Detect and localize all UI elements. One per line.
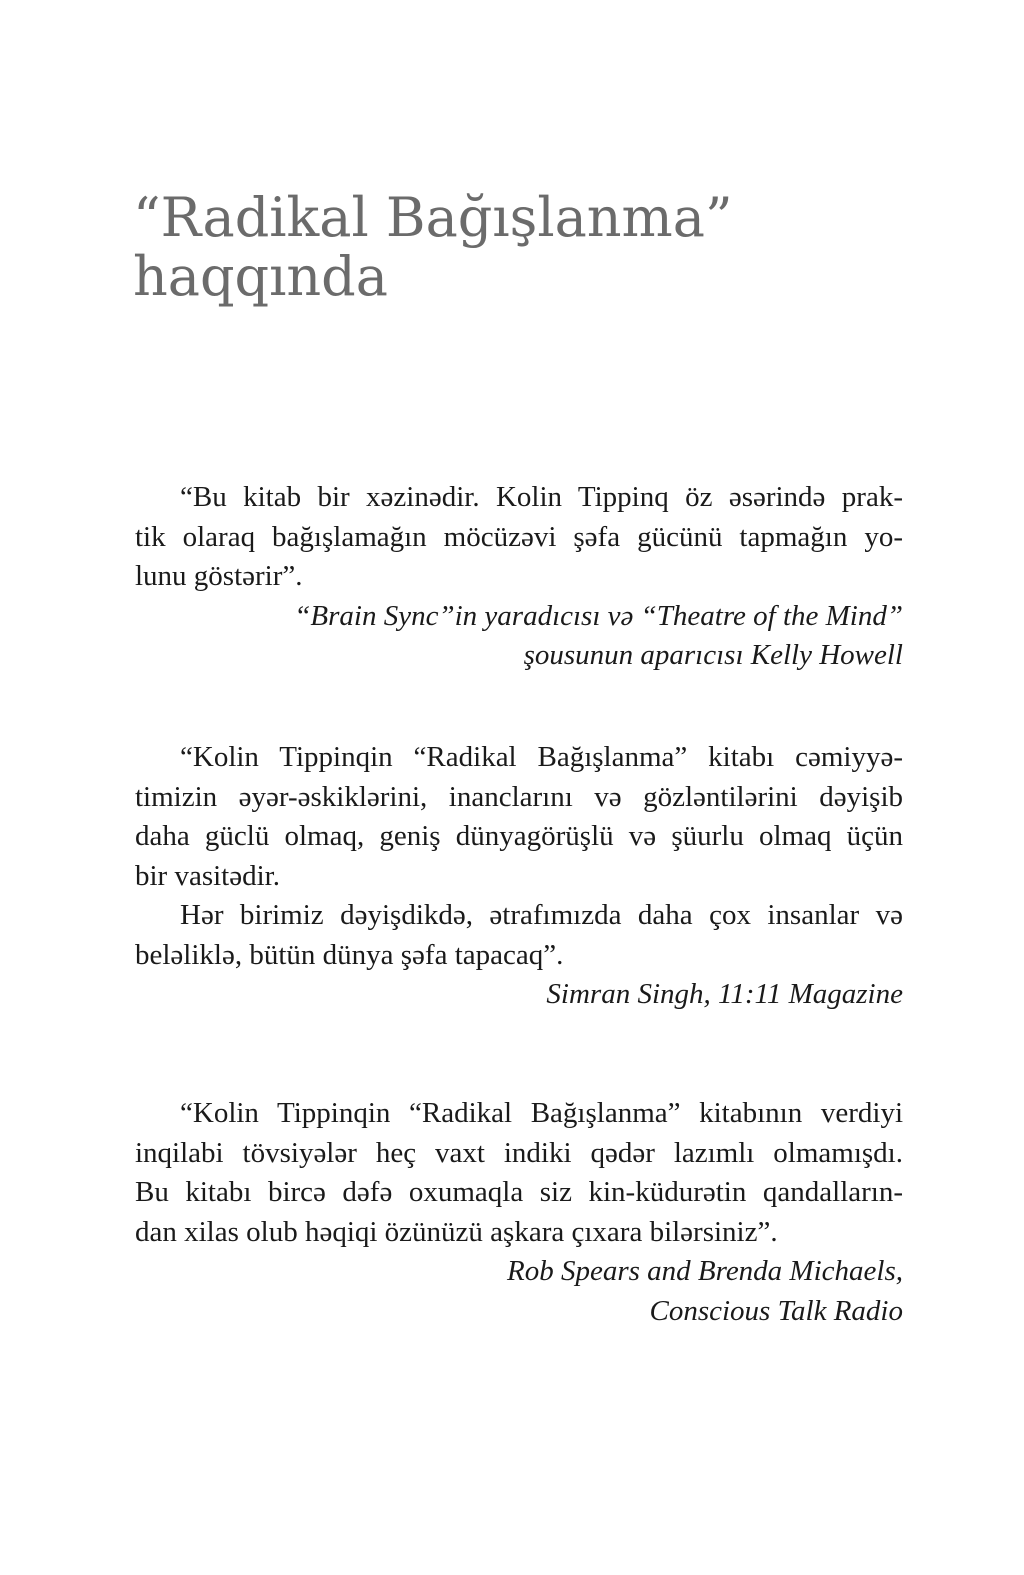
- testimonial-attribution: şousunun aparıcısı Kelly Howell: [523, 639, 903, 671]
- testimonial-text-line: Bu kitabı bircə dəfə oxumaqla siz kin-küdurətin qandalların-: [135, 1176, 903, 1208]
- testimonial-text-line: lunu göstərir”.: [135, 560, 303, 592]
- testimonial-attribution: Conscious Talk Radio: [649, 1294, 903, 1327]
- testimonial-attribution: “Brain Sync”in yaradıcısı və “Theatre of the Mind”: [294, 599, 903, 632]
- testimonial-text-line: timizin əyər-əskiklərini, inanclarını və gözləntilərini dəyişib: [135, 780, 903, 813]
- testimonial-attribution: Simran Singh, 11:11 Magazine: [546, 978, 903, 1010]
- testimonial-text-line: daha güclü olmaq, geniş dünyagörüşlü və şüurlu olmaq üçün: [135, 820, 903, 852]
- page-title: [133, 188, 913, 307]
- testimonial-2: [135, 738, 903, 1015]
- testimonial-text-line: “Kolin Tippinqin “Radikal Bağışlanma” kitabının verdiyi: [180, 1097, 903, 1129]
- testimonial-1: [135, 478, 903, 676]
- testimonial-text-line: inqilabi tövsiyələr heç vaxt indiki qədər lazımlı olmamışdı.: [135, 1136, 903, 1169]
- page-title-line-1: “Radikal Bağışlanma”: [133, 186, 733, 249]
- testimonial-text-line: “Kolin Tippinqin “Radikal Bağışlanma” kitabı cəmiyyə-: [180, 741, 903, 773]
- testimonial-text-line: dan xilas olub həqiqi özünüzü aşkara çıxara bilərsiniz”.: [135, 1215, 778, 1248]
- testimonial-text-line: tik olaraq bağışlamağın möcüzəvi şəfa gücünü tapmağın yo-: [135, 520, 903, 553]
- testimonial-3: [135, 1094, 903, 1331]
- testimonial-text-line: “Bu kitab bir xəzinədir. Kolin Tippinq öz əsərində prak-: [180, 481, 903, 513]
- page-title-line-2: haqqında: [133, 245, 388, 309]
- testimonial-text-line: Hər birimiz dəyişdikdə, ətrafımızda daha çox insanlar və: [180, 899, 903, 931]
- testimonial-text-line: bir vasitədir.: [135, 859, 280, 892]
- testimonial-attribution: Rob Spears and Brenda Michaels,: [506, 1255, 903, 1287]
- testimonial-text-line: beləliklə, bütün dünya şəfa tapacaq”.: [135, 938, 564, 971]
